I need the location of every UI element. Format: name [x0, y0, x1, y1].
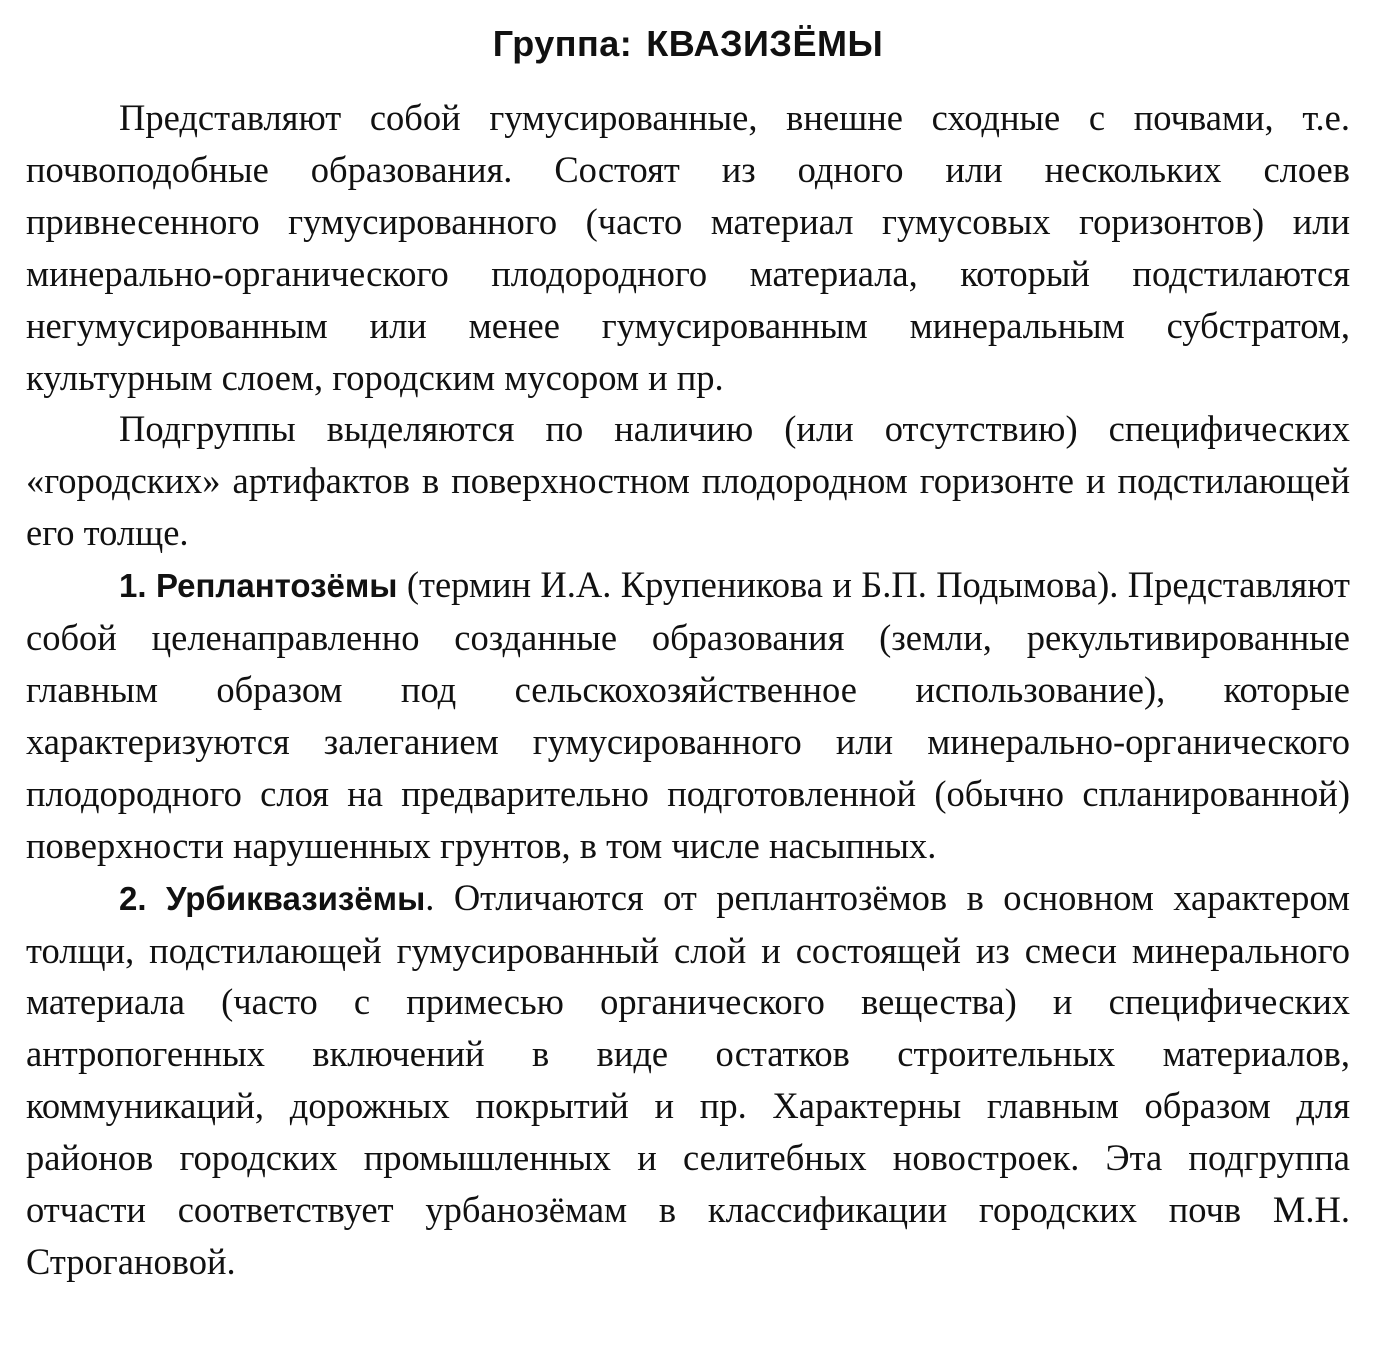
subgroup-1-text: (термин И.А. Крупеникова и Б.П. Подымова). Представляют собой целенаправленно созданные образования (земли, рекультивированные главным образом под сельскохозяйственное использование), которые характеризуются залеганием гумусированного или минерально-органического плодородного слоя на предварительно подготовленной (обычно спланированной) поверхности нарушенных грунтов, в том числе насыпных.	[26, 564, 1350, 866]
subgroup-2-text: . Отличаются от реплантозёмов в основном характером толщи, подстилающей гумусированный слой и состоящей из смеси минерального материала (часто с примесью органического вещества) и специфических антропогенных включений в виде остатков строительных материалов, коммуникаций, дорожных покрытий и пр. Характерны главным образом для районов городских промышленных и селитебных новостроек. Эта подгруппа отчасти соответствует урбанозёмам в классификации городских почв М.Н. Строгановой.	[26, 876, 1350, 1282]
subgroup-2-title: 2. Урбиквазизёмы	[119, 879, 426, 917]
group-label: Группа:	[492, 23, 633, 64]
document-page	[26, 14, 1350, 1288]
subgroup-1-title: 1. Реплантозёмы	[119, 567, 398, 605]
subgroup-2-paragraph	[26, 872, 1350, 1288]
subgroup-1-paragraph	[26, 559, 1350, 871]
intro-paragraph: Представляют собой гумусированные, внешне сходные с почвами, т.е. почвоподобные образования. Состоят из одного или нескольких слоев привнесенного гумусированного (часто материал гумусовых горизонтов) или минерально-органического плодородного материала, который подстилаются негумусированным или менее гумусированным минеральным субстратом, культурным слоем, городским мусором и пр.	[26, 97, 1350, 398]
group-name: КВАЗИЗЁМЫ	[646, 23, 884, 64]
group-heading	[26, 14, 1350, 74]
subgroups-paragraph: Подгруппы выделяются по наличию (или отсутствию) специфических «городских» артифактов в поверхностном плодородном горизонте и подстилающей его толще.	[26, 408, 1350, 554]
